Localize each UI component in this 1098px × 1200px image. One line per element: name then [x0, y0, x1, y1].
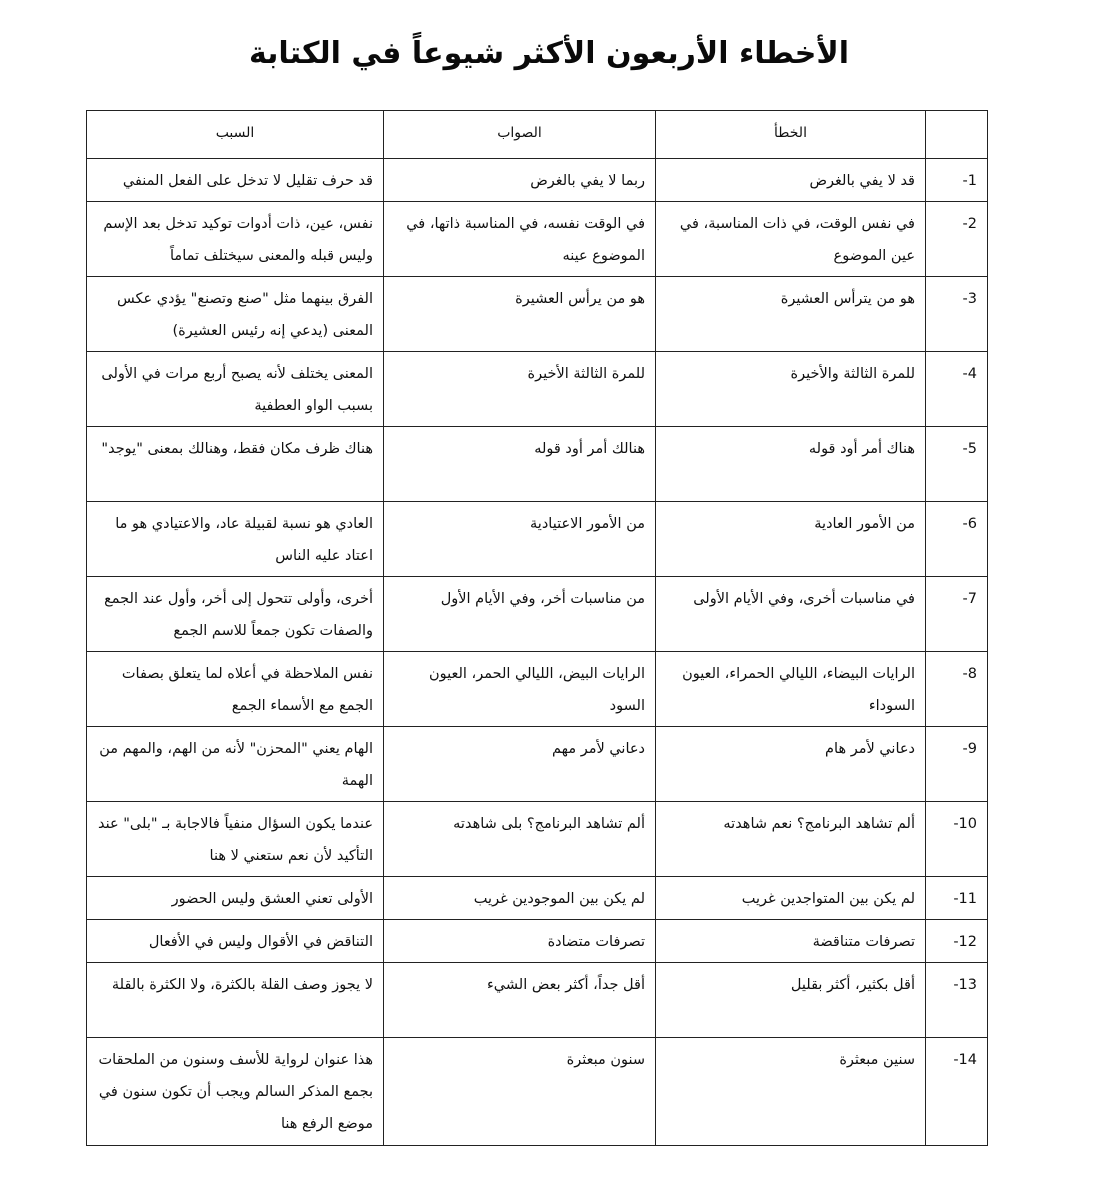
error-cell: تصرفات متناقضة [656, 920, 926, 963]
row-number: 7- [926, 577, 988, 652]
reason-cell: التناقض في الأقوال وليس في الأفعال [87, 920, 384, 963]
table-row [87, 963, 988, 1038]
correct-cell: في الوقت نفسه، في المناسبة ذاتها، في الموضوع عينه [384, 202, 656, 277]
header-number [926, 111, 988, 159]
row-number: 11- [926, 877, 988, 920]
error-cell: هو من يترأس العشيرة [656, 277, 926, 352]
reason-cell: هذا عنوان لرواية للأسف وسنون من الملحقات بجمع المذكر السالم ويجب أن تكون سنون في موضع الرفع هنا [87, 1038, 384, 1146]
table-row [87, 277, 988, 352]
reason-cell: الأولى تعني العشق وليس الحضور [87, 877, 384, 920]
correct-cell: هنالك أمر أود قوله [384, 427, 656, 502]
header-error: الخطأ [656, 111, 926, 159]
error-cell: لم يكن بين المتواجدين غريب [656, 877, 926, 920]
error-cell: في مناسبات أخرى، وفي الأيام الأولى [656, 577, 926, 652]
table-header [87, 111, 988, 159]
table-row [87, 202, 988, 277]
table-row [87, 427, 988, 502]
correct-cell: دعاني لأمر مهم [384, 727, 656, 802]
row-number: 4- [926, 352, 988, 427]
correct-cell: سنون مبعثرة [384, 1038, 656, 1146]
correct-cell: للمرة الثالثة الأخيرة [384, 352, 656, 427]
table-row [87, 877, 988, 920]
row-number: 12- [926, 920, 988, 963]
error-cell: من الأمور العادية [656, 502, 926, 577]
row-number: 6- [926, 502, 988, 577]
header-row [87, 111, 988, 159]
table-row [87, 159, 988, 202]
correct-cell: من الأمور الاعتيادية [384, 502, 656, 577]
reason-cell: العادي هو نسبة لقبيلة عاد، والاعتيادي هو ما اعتاد عليه الناس [87, 502, 384, 577]
table-row [87, 652, 988, 727]
row-number: 9- [926, 727, 988, 802]
correct-cell: هو من يرأس العشيرة [384, 277, 656, 352]
header-reason: السبب [87, 111, 384, 159]
reason-cell: المعنى يختلف لأنه يصبح أربع مرات في الأولى بسبب الواو العطفية [87, 352, 384, 427]
reason-cell: هناك ظرف مكان فقط، وهنالك بمعنى "يوجد" [87, 427, 384, 502]
row-number: 13- [926, 963, 988, 1038]
correct-cell: تصرفات متضادة [384, 920, 656, 963]
correct-cell: من مناسبات أخر، وفي الأيام الأول [384, 577, 656, 652]
correct-cell: أقل جداً، أكثر بعض الشيء [384, 963, 656, 1038]
correct-cell: ربما لا يفي بالغرض [384, 159, 656, 202]
reason-cell: قد حرف تقليل لا تدخل على الفعل المنفي [87, 159, 384, 202]
row-number: 10- [926, 802, 988, 877]
table-body [87, 159, 988, 1146]
error-cell: قد لا يفي بالغرض [656, 159, 926, 202]
row-number: 14- [926, 1038, 988, 1146]
error-cell: الرايات البيضاء، الليالي الحمراء، العيون السوداء [656, 652, 926, 727]
correct-cell: لم يكن بين الموجودين غريب [384, 877, 656, 920]
correct-cell: الرايات البيض، الليالي الحمر، العيون السود [384, 652, 656, 727]
reason-cell: أخرى، وأولى تتحول إلى أخر، وأول عند الجمع والصفات تكون جمعاً للاسم الجمع [87, 577, 384, 652]
row-number: 1- [926, 159, 988, 202]
row-number: 5- [926, 427, 988, 502]
reason-cell: الفرق بينهما مثل "صنع وتصنع" يؤدي عكس المعنى (يدعي إنه رئيس العشيرة) [87, 277, 384, 352]
table-row [87, 352, 988, 427]
row-number: 3- [926, 277, 988, 352]
table-row [87, 1038, 988, 1146]
error-cell: سنين مبعثرة [656, 1038, 926, 1146]
table-row [87, 502, 988, 577]
reason-cell: الهام يعني "المحزن" لأنه من الهم، والمهم من الهمة [87, 727, 384, 802]
table-row [87, 802, 988, 877]
reason-cell: لا يجوز وصف القلة بالكثرة، ولا الكثرة بالقلة [87, 963, 384, 1038]
error-cell: أقل بكثير، أكثر بقليل [656, 963, 926, 1038]
error-cell: في نفس الوقت، في ذات المناسبة، في عين الموضوع [656, 202, 926, 277]
table-row [87, 577, 988, 652]
document-title: الأخطاء الأربعون الأكثر شيوعاً في الكتابة [248, 36, 850, 71]
table-row [87, 920, 988, 963]
row-number: 8- [926, 652, 988, 727]
errors-table [86, 110, 988, 1146]
error-cell: دعاني لأمر هام [656, 727, 926, 802]
header-correct: الصواب [384, 111, 656, 159]
row-number: 2- [926, 202, 988, 277]
reason-cell: نفس، عين، ذات أدوات توكيد تدخل بعد الإسم وليس قبله والمعنى سيختلف تماماً [87, 202, 384, 277]
reason-cell: عندما يكون السؤال منفياً فالاجابة بـ "بلى" عند التأكيد لأن نعم ستعني لا هنا [87, 802, 384, 877]
error-cell: هناك أمر أود قوله [656, 427, 926, 502]
error-cell: للمرة الثالثة والأخيرة [656, 352, 926, 427]
table-row [87, 727, 988, 802]
reason-cell: نفس الملاحظة في أعلاه لما يتعلق بصفات الجمع مع الأسماء الجمع [87, 652, 384, 727]
error-cell: ألم تشاهد البرنامج؟ نعم شاهدته [656, 802, 926, 877]
correct-cell: ألم تشاهد البرنامج؟ بلى شاهدته [384, 802, 656, 877]
